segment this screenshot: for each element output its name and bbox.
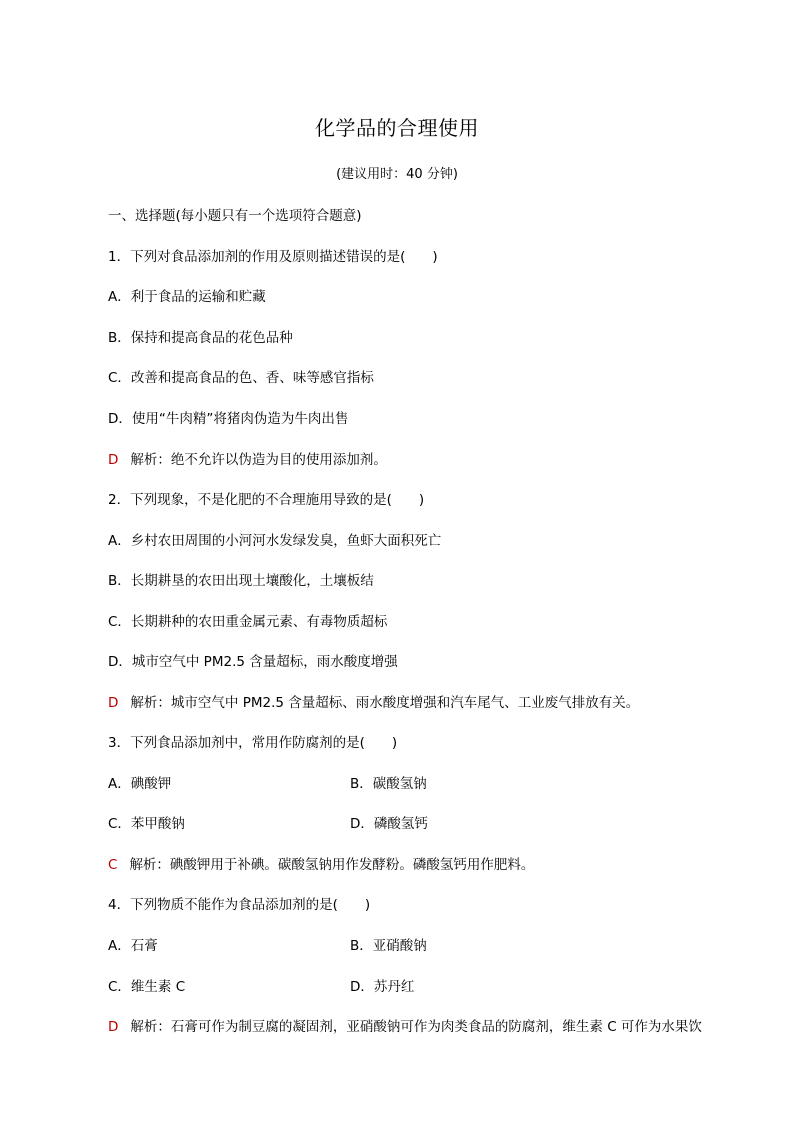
q3-answer: C xyxy=(108,857,118,873)
q1-option-c: C．改善和提高食品的色、香、味等感官指标 xyxy=(108,370,374,386)
time-suggestion: (建议用时：40 分钟) xyxy=(336,167,458,182)
q4-option-d: D．苏丹红 xyxy=(350,979,415,995)
q3-option-c: C．苯甲酸钠 xyxy=(108,816,185,832)
q2-option-a: A．乡村农田周围的小河河水发绿发臭，鱼虾大面积死亡 xyxy=(108,533,442,549)
q3-analysis: 解析：碘酸钾用于补碘。碳酸氢钠用作发酵粉。磷酸氢钙用作肥料。 xyxy=(129,857,535,873)
q1-option-d: D．使用“牛肉精”将猪肉伪造为牛肉出售 xyxy=(108,411,349,427)
q2-answer-line xyxy=(108,693,639,713)
q1-answer-line xyxy=(108,450,387,470)
q3-answer-line xyxy=(108,855,534,875)
q3-option-b: B．碳酸氢钠 xyxy=(350,776,427,792)
q1-analysis: 解析：绝不允许以伪造为目的使用添加剂。 xyxy=(130,452,387,468)
q2-option-b: B．长期耕垦的农田出现土壤酸化，土壤板结 xyxy=(108,573,374,589)
q3-stem: 3．下列食品添加剂中，常用作防腐剂的是( ) xyxy=(108,735,398,751)
q1-option-b: B．保持和提高食品的花色品种 xyxy=(108,330,293,346)
q4-option-a: A．石膏 xyxy=(108,938,158,954)
q2-answer: D xyxy=(108,695,119,711)
q2-analysis: 解析：城市空气中 PM2.5 含量超标、雨水酸度增强和汽车尾气、工业废气排放有关。 xyxy=(130,695,640,711)
q4-stem: 4．下列物质不能作为食品添加剂的是( ) xyxy=(108,897,371,913)
q2-option-c: C．长期耕种的农田重金属元素、有毒物质超标 xyxy=(108,614,388,630)
q3-option-d: D．磷酸氢钙 xyxy=(350,816,428,832)
q2-option-d: D．城市空气中 PM2.5 含量超标，雨水酸度增强 xyxy=(108,654,398,670)
q4-answer-line xyxy=(108,1017,702,1037)
q4-option-c: C．维生素 C xyxy=(108,979,186,995)
page-title: 化学品的合理使用 xyxy=(315,116,479,140)
q3-option-a: A．碘酸钾 xyxy=(108,776,172,792)
section-heading: 一、选择题(每小题只有一个选项符合题意) xyxy=(108,208,362,224)
q1-stem: 1．下列对食品添加剂的作用及原则描述错误的是( ) xyxy=(108,249,438,265)
q2-stem: 2．下列现象，不是化肥的不合理施用导致的是( ) xyxy=(108,492,425,508)
q4-analysis: 解析：石膏可作为制豆腐的凝固剂，亚硝酸钠可作为肉类食品的防腐剂，维生素 C 可作为水果饮 xyxy=(130,1019,702,1035)
q1-answer: D xyxy=(108,452,119,468)
q4-answer: D xyxy=(108,1019,119,1035)
q1-option-a: A．利于食品的运输和贮藏 xyxy=(108,289,266,305)
q4-option-b: B．亚硝酸钠 xyxy=(350,938,427,954)
